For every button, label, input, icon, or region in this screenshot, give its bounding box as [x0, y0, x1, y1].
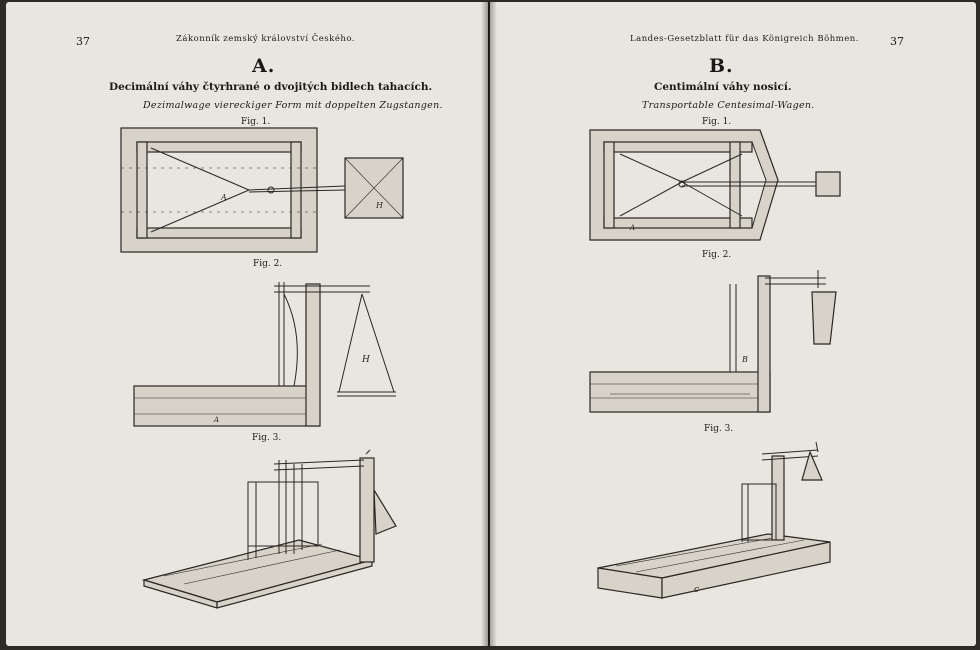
- fig1-label-left: Fig. 1.: [241, 117, 271, 127]
- section-letter-a: A.: [252, 55, 276, 77]
- left-page: [6, 2, 488, 646]
- svg-text:A: A: [221, 193, 227, 202]
- fig2-label-left: Fig. 2.: [253, 259, 283, 269]
- scale-a-fig3-illustration: [134, 450, 404, 610]
- fig1-label-right: Fig. 1.: [702, 117, 732, 127]
- page-number-left: 37: [76, 35, 90, 48]
- section-title-cz-a: Decimální váhy čtyrhrané o dvojitých bidlech tahacích.: [109, 81, 433, 93]
- section-title-de-a: Dezimalwage viereckiger Form mit doppelten Zugstangen.: [143, 100, 443, 111]
- scale-a-fig1-illustration: [121, 128, 401, 258]
- fig2-label-right: Fig. 2.: [702, 250, 732, 260]
- svg-text:H: H: [376, 201, 383, 210]
- scale-a-fig2-illustration: [134, 274, 404, 429]
- fig3-label-left: Fig. 3.: [252, 433, 282, 443]
- fig3-label-right: Fig. 3.: [704, 424, 734, 434]
- section-title-de-b: Transportable Centesimal-Wagen.: [642, 100, 815, 111]
- right-page: [490, 2, 976, 646]
- scale-b-fig1-illustration: [590, 130, 850, 245]
- scale-b-fig2-illustration: [590, 264, 850, 414]
- svg-text:B: B: [742, 355, 748, 364]
- svg-text:A: A: [214, 416, 220, 424]
- section-letter-b: B.: [709, 55, 734, 77]
- running-head-right: Landes-Gesetzblatt für das Königreich Böhmen.: [630, 34, 859, 44]
- running-head-left: Zákonník zemský království Českého.: [176, 34, 355, 44]
- svg-text:H: H: [362, 355, 370, 365]
- page-number-right: 37: [890, 35, 904, 48]
- section-title-cz-b: Centimální váhy nosicí.: [654, 81, 792, 93]
- scale-b-fig3-illustration: [596, 438, 846, 603]
- svg-text:c: c: [694, 585, 700, 595]
- svg-text:A: A: [630, 224, 636, 232]
